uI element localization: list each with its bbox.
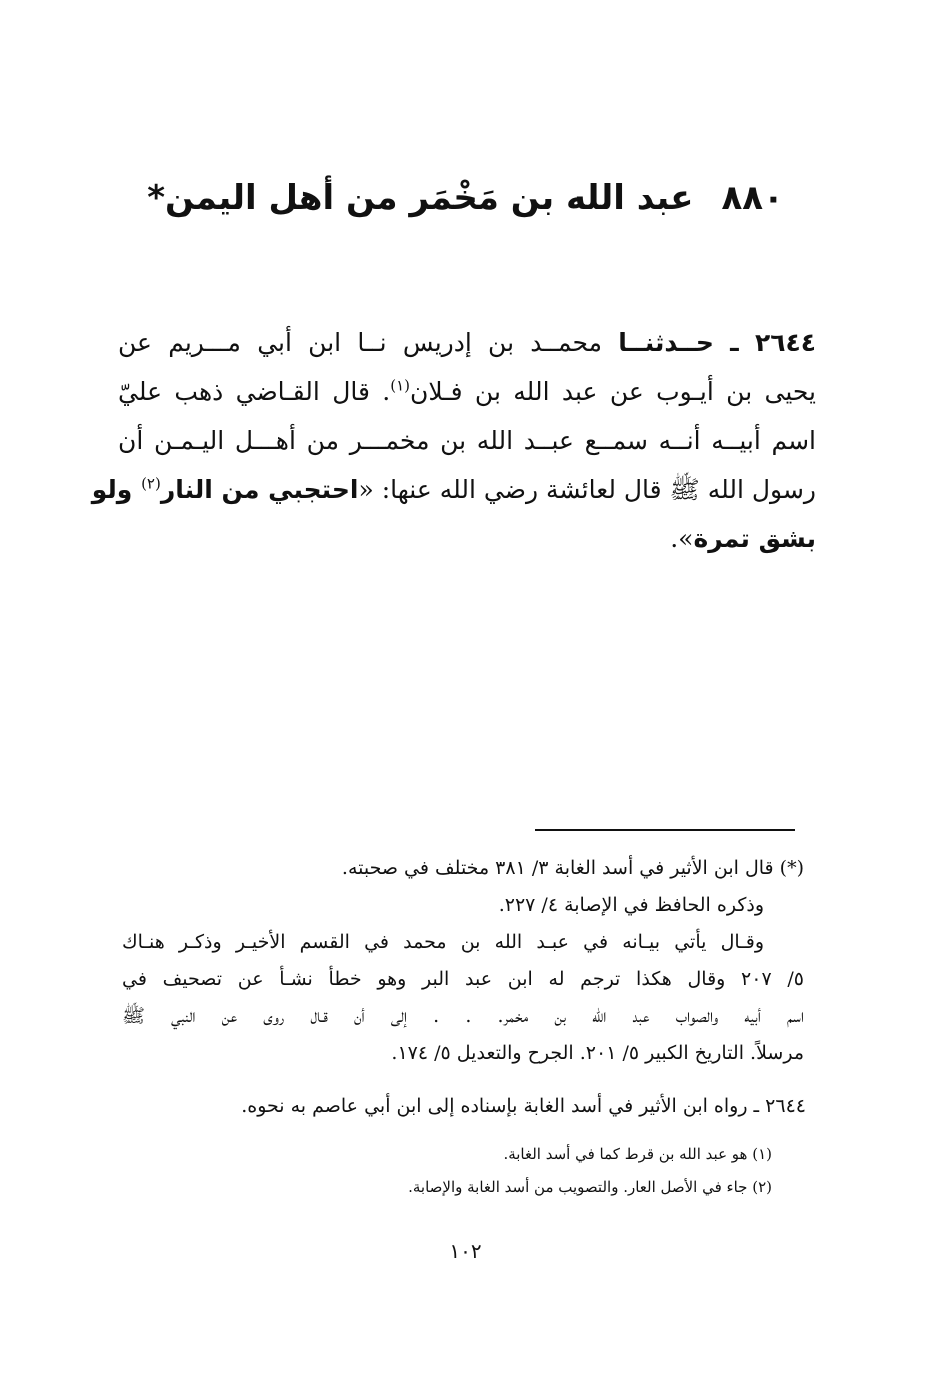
- entry-title-text: عبد الله بن مَخْمَر من أهل اليمن*: [147, 178, 694, 218]
- entry-number: ٨٨٠: [721, 178, 784, 218]
- hadith-line-4: رسول الله ﷺ قال لعائشة رضي الله عنها: «احتجبي من النار$^{(٢)}$ ولو: [91, 474, 816, 504]
- footnote-marker-1: (١): [390, 376, 411, 395]
- footnotes: [122, 1138, 772, 1204]
- hadith-line-2: يحيى بن أيـوب عن عبد الله بن فـلان$^{(١)}$. قال القـاضي ذهب عليّ: [118, 376, 816, 406]
- hadith-line-3: اسم أبيــه أنــه سمــع عبــد الله بن مخمـــر من أهـــل اليـمـن أن: [118, 426, 816, 455]
- page-number: ١٠٢: [449, 1239, 482, 1263]
- note-line-5: اسم أبيه والصواب عبد الله بن مخمر. . . إلى أن قـال روى عن النبي ﷺ: [122, 1005, 804, 1027]
- hadith-line-5: بشق تمرة».: [670, 524, 816, 553]
- entry-title: [0, 168, 931, 228]
- hadith-text: [91, 318, 816, 563]
- footnote-marker-2: (٢): [141, 474, 161, 493]
- note-line-2: وذكره الحافظ في الإصابة ٤/ ٢٢٧.: [498, 894, 764, 916]
- hadith-line-1: ٢٦٤٤ ـ حــدثنــا محمــد بن إدريس نــا ابن أبي مـــريم عن: [118, 328, 816, 357]
- footnote-1: (١) هو عبد الله بن قرط كما في أسد الغابة.: [503, 1145, 772, 1163]
- footnote-separator: [535, 829, 795, 831]
- hadith-lead-word: حــدثنــا: [618, 328, 714, 357]
- biography-notes: [122, 850, 804, 1072]
- note-line-6: مرسلاً. التاريخ الكبير ٥/ ٢٠١. الجرح والتعديل ٥/ ١٧٤.: [391, 1042, 804, 1064]
- note-line-3: وقـال يأتي بيـانه في عبـد الله بن محمد في القسم الأخيـر وذكـر هنـاك: [122, 931, 764, 953]
- footnote-2: (٢) جاء في الأصل العار. والتصويب من أسد الغابة والإصابة.: [408, 1178, 772, 1196]
- hadith-source-note: ٢٦٤٤ ـ رواه ابن الأثير في أسد الغابة بإسناده إلى ابن أبي عاصم به نحوه.: [241, 1095, 806, 1117]
- note-line-4: ٥/ ٢٠٧ وقال هكذا ترجم له ابن عبد البر وهو خطأ نشـأ عن تصحيف في: [122, 968, 804, 990]
- hadith-number: ٢٦٤٤: [754, 328, 816, 357]
- note-star-line: (*) قال ابن الأثير في أسد الغابة ٣/ ٣٨١ مختلف في صحبته.: [341, 857, 804, 879]
